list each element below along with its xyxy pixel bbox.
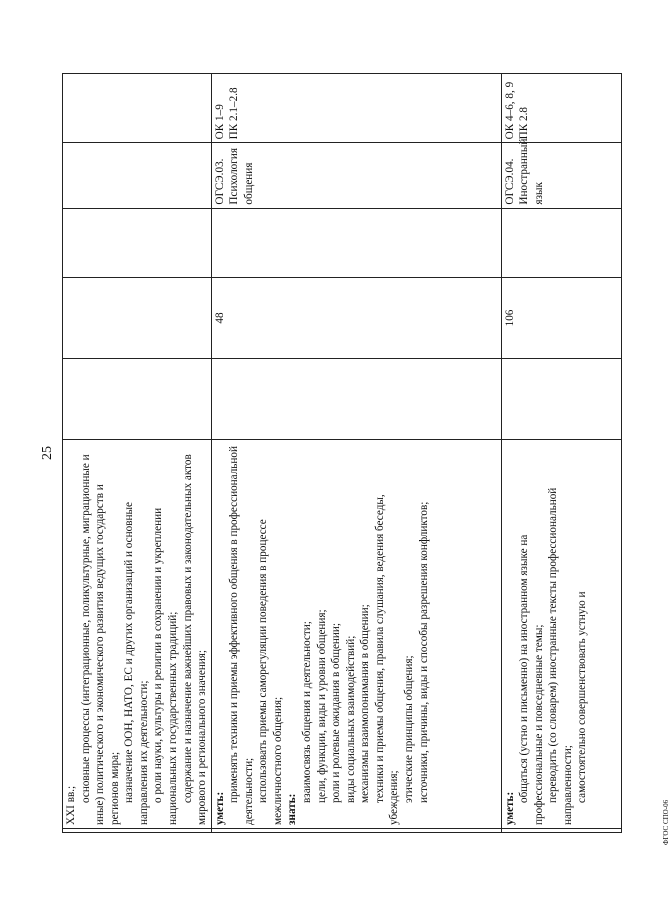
edge-cell	[501, 828, 621, 832]
content-line: использовать приемы саморегуляции поведения в процессе межличностного общения;	[257, 519, 284, 825]
hours-cell: 48	[211, 277, 501, 358]
content-line: основные процессы (интеграционные, поликультурные, миграционные и иные) политического и экономического развития ведущих государств и регионов мира;	[79, 454, 121, 825]
curriculum-table	[62, 73, 622, 833]
content-line: источники, причины, виды и способы разрешения конфликтов;	[417, 501, 430, 803]
table-row	[211, 74, 501, 833]
content-line: цели, функции, виды и уровни общения;	[315, 609, 328, 803]
discipline-cell: ОГСЭ.04. Иностранный язык	[501, 143, 621, 208]
content-line: общаться (устно и письменно) на иностранном языке на профессиональные и повседневные темы;	[518, 534, 545, 825]
table-row	[501, 74, 621, 833]
content-cell	[211, 440, 501, 829]
content-line: роли и ролевые ожидания в общении;	[330, 623, 343, 803]
content-line: назначение ООН, НАТО, ЕС и других организаций и основные направления их деятельности;	[123, 502, 150, 825]
empty-cell	[211, 359, 501, 440]
content-line: виды социальных взаимодействий;	[344, 635, 357, 803]
content-line: о роли науки, культуры и религии в сохранении и укреплении национальных и государственных традиций;	[152, 507, 179, 825]
content-line: этические принципы общения;	[402, 655, 415, 803]
content-cell	[63, 440, 212, 829]
empty-cell	[501, 208, 621, 277]
discipline-cell: ОГСЭ.03. Психология общения	[211, 143, 501, 208]
empty-cell	[501, 359, 621, 440]
content-line: переводить (со словарем) иностранные тексты профессиональной направленности;	[547, 487, 574, 825]
content-line: содержание и назначение важнейших правовых и законодательных актов мирового и регионального значения;	[181, 454, 209, 825]
empty-cell	[63, 359, 212, 440]
content-line: знать:	[286, 793, 299, 825]
empty-cell	[63, 208, 212, 277]
edge-cell	[63, 828, 212, 832]
empty-cell	[211, 208, 501, 277]
table-row	[63, 74, 212, 833]
competencies-cell: ОК 1–9 ПК 2.1–2.8	[211, 74, 501, 143]
content-line: механизмы взаимопонимания в общении;	[359, 604, 372, 803]
discipline-cell	[63, 143, 212, 208]
edge-cell	[211, 828, 501, 832]
rotated-page	[40, 73, 670, 845]
content-line: техники и приемы общения, правила слушания, ведения беседы, убеждения;	[373, 494, 401, 825]
table-body	[63, 74, 622, 833]
content-line: уметь:	[503, 791, 516, 825]
competencies-cell: ОК 4–6, 8, 9 ПК 2.8	[501, 74, 621, 143]
hours-cell	[63, 277, 212, 358]
footer-label: ФГОС СПО-06	[662, 799, 670, 845]
competencies-cell	[63, 74, 212, 143]
content-line: самостоятельно совершенствовать устную и	[576, 591, 589, 803]
content-cell	[501, 440, 621, 829]
content-line: XXI вв.;	[65, 785, 77, 825]
page-number: 25	[40, 446, 55, 460]
content-line: уметь:	[213, 791, 226, 825]
content-line: применять техники и приемы эффективного общения в профессиональной деятельности;	[228, 446, 255, 825]
content-line: взаимосвязь общения и деятельности;	[301, 621, 313, 803]
hours-cell: 106	[501, 277, 621, 358]
